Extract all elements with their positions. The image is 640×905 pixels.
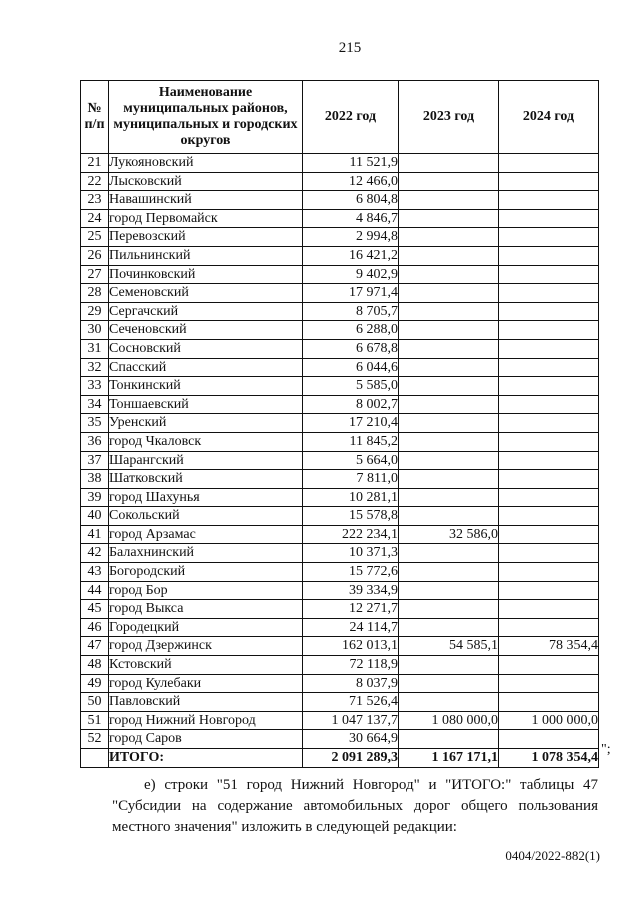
cell-y2023: [399, 191, 499, 210]
table-row: [81, 432, 599, 451]
header-num: № п/п: [81, 81, 109, 154]
cell-y2022: 6 288,0: [303, 321, 399, 340]
cell-y2023: [399, 693, 499, 712]
cell-y2022: 24 114,7: [303, 618, 399, 637]
table-row: [81, 191, 599, 210]
cell-y2024: 78 354,4: [499, 637, 599, 656]
cell-y2023: [399, 656, 499, 675]
cell-name: Балахнинский: [109, 544, 303, 563]
cell-y2023: [399, 581, 499, 600]
cell-y2023: [399, 321, 499, 340]
cell-y2022: 15 772,6: [303, 563, 399, 582]
cell-y2022: 11 521,9: [303, 154, 399, 173]
header-2023: 2023 год: [399, 81, 499, 154]
cell-num: 31: [81, 339, 109, 358]
cell-y2024: [499, 284, 599, 303]
cell-y2022: 6 044,6: [303, 358, 399, 377]
cell-num: 23: [81, 191, 109, 210]
cell-y2023: 1 080 000,0: [399, 711, 499, 730]
cell-num: 28: [81, 284, 109, 303]
cell-y2024: [499, 488, 599, 507]
page-number: 215: [338, 40, 362, 56]
total-row: [81, 749, 599, 768]
table-row: [81, 581, 599, 600]
cell-num: 50: [81, 693, 109, 712]
cell-y2022: 5 585,0: [303, 377, 399, 396]
table-row: [81, 711, 599, 730]
cell-y2024: [499, 581, 599, 600]
cell-name: Пильнинский: [109, 246, 303, 265]
cell-y2023: [399, 172, 499, 191]
table-row: [81, 284, 599, 303]
table-row: [81, 470, 599, 489]
table-row: [81, 377, 599, 396]
cell-y2022: 2 994,8: [303, 228, 399, 247]
cell-name: Уренский: [109, 414, 303, 433]
cell-num: 41: [81, 525, 109, 544]
cell-name: город Шахунья: [109, 488, 303, 507]
table-row: [81, 674, 599, 693]
table-row: [81, 228, 599, 247]
cell-name: Спасский: [109, 358, 303, 377]
cell-num: 51: [81, 711, 109, 730]
cell-y2022: 15 578,8: [303, 507, 399, 526]
cell-name: город Выкса: [109, 600, 303, 619]
cell-y2024: [499, 525, 599, 544]
cell-y2023: [399, 544, 499, 563]
cell-y2022: 9 402,9: [303, 265, 399, 284]
cell-y2024: [499, 228, 599, 247]
cell-y2023: [399, 674, 499, 693]
cell-num: 29: [81, 302, 109, 321]
cell-num: 27: [81, 265, 109, 284]
total-y2022: 2 091 289,3: [303, 749, 399, 768]
cell-y2024: [499, 563, 599, 582]
cell-y2022: 10 281,1: [303, 488, 399, 507]
cell-y2023: [399, 358, 499, 377]
cell-y2022: 6 678,8: [303, 339, 399, 358]
cell-y2024: [499, 358, 599, 377]
cell-num: 49: [81, 674, 109, 693]
cell-y2024: [499, 302, 599, 321]
cell-name: город Арзамас: [109, 525, 303, 544]
cell-y2023: [399, 600, 499, 619]
table-row: [81, 302, 599, 321]
cell-y2023: [399, 302, 499, 321]
cell-num: 40: [81, 507, 109, 526]
table-body: [81, 154, 599, 768]
cell-y2023: 54 585,1: [399, 637, 499, 656]
cell-y2023: [399, 470, 499, 489]
cell-y2023: [399, 284, 499, 303]
cell-num: 32: [81, 358, 109, 377]
table-row: [81, 209, 599, 228]
table-row: [81, 246, 599, 265]
cell-y2023: [399, 451, 499, 470]
cell-y2024: [499, 470, 599, 489]
cell-y2022: 30 664,9: [303, 730, 399, 749]
table-row: [81, 656, 599, 675]
cell-num: 47: [81, 637, 109, 656]
total-y2024: 1 078 354,4: [499, 749, 599, 768]
table-row: [81, 395, 599, 414]
cell-y2022: 4 846,7: [303, 209, 399, 228]
cell-num: 48: [81, 656, 109, 675]
cell-num: 39: [81, 488, 109, 507]
cell-y2024: [499, 395, 599, 414]
cell-y2023: [399, 395, 499, 414]
cell-y2022: 71 526,4: [303, 693, 399, 712]
cell-num: 45: [81, 600, 109, 619]
cell-name: Починковский: [109, 265, 303, 284]
cell-y2024: [499, 507, 599, 526]
table-row: [81, 339, 599, 358]
cell-name: Тоншаевский: [109, 395, 303, 414]
cell-num: 37: [81, 451, 109, 470]
table-row: [81, 265, 599, 284]
cell-y2023: [399, 563, 499, 582]
cell-y2023: [399, 507, 499, 526]
cell-y2022: 16 421,2: [303, 246, 399, 265]
cell-num: 26: [81, 246, 109, 265]
document-code: 0404/2022-882(1): [505, 848, 600, 863]
table-row: [81, 730, 599, 749]
cell-name: Сергачский: [109, 302, 303, 321]
cell-y2023: [399, 377, 499, 396]
cell-y2023: [399, 228, 499, 247]
cell-name: город Дзержинск: [109, 637, 303, 656]
cell-y2023: [399, 432, 499, 451]
cell-y2022: 12 271,7: [303, 600, 399, 619]
table-row: [81, 544, 599, 563]
cell-num: 36: [81, 432, 109, 451]
cell-name: Городецкий: [109, 618, 303, 637]
cell-name: Перевозский: [109, 228, 303, 247]
cell-name: город Нижний Новгород: [109, 711, 303, 730]
cell-y2022: 222 234,1: [303, 525, 399, 544]
cell-y2024: [499, 339, 599, 358]
cell-y2024: [499, 172, 599, 191]
cell-name: Тонкинский: [109, 377, 303, 396]
cell-y2023: [399, 730, 499, 749]
header-2024: 2024 год: [499, 81, 599, 154]
cell-y2022: 6 804,8: [303, 191, 399, 210]
cell-num: 52: [81, 730, 109, 749]
total-label: ИТОГО:: [109, 749, 303, 768]
cell-y2022: 1 047 137,7: [303, 711, 399, 730]
table-row: [81, 525, 599, 544]
cell-y2024: [499, 377, 599, 396]
cell-y2023: [399, 488, 499, 507]
cell-name: город Саров: [109, 730, 303, 749]
cell-y2022: 10 371,3: [303, 544, 399, 563]
cell-y2022: 5 664,0: [303, 451, 399, 470]
cell-name: Сосновский: [109, 339, 303, 358]
cell-num: 30: [81, 321, 109, 340]
table-row: [81, 507, 599, 526]
cell-name: Навашинский: [109, 191, 303, 210]
cell-y2022: 8 002,7: [303, 395, 399, 414]
table-row: [81, 154, 599, 173]
cell-y2023: [399, 618, 499, 637]
cell-y2023: 32 586,0: [399, 525, 499, 544]
cell-num: 34: [81, 395, 109, 414]
cell-y2024: [499, 674, 599, 693]
cell-y2024: [499, 209, 599, 228]
table-row: [81, 451, 599, 470]
table-row: [81, 414, 599, 433]
cell-y2022: 8 705,7: [303, 302, 399, 321]
cell-num: 24: [81, 209, 109, 228]
cell-y2024: [499, 265, 599, 284]
trailing-quote-mark: ";: [601, 742, 611, 757]
table-row: [81, 172, 599, 191]
cell-y2024: [499, 730, 599, 749]
cell-name: Павловский: [109, 693, 303, 712]
cell-num: 33: [81, 377, 109, 396]
cell-name: город Первомайск: [109, 209, 303, 228]
cell-y2024: [499, 246, 599, 265]
cell-num: 25: [81, 228, 109, 247]
cell-name: Богородский: [109, 563, 303, 582]
cell-y2024: [499, 618, 599, 637]
cell-y2024: [499, 544, 599, 563]
cell-y2024: [499, 191, 599, 210]
cell-name: Шарангский: [109, 451, 303, 470]
table-row: [81, 618, 599, 637]
cell-y2022: 7 811,0: [303, 470, 399, 489]
cell-num: 35: [81, 414, 109, 433]
table-row: [81, 358, 599, 377]
cell-y2022: 162 013,1: [303, 637, 399, 656]
cell-y2022: 72 118,9: [303, 656, 399, 675]
cell-name: город Чкаловск: [109, 432, 303, 451]
table-row: [81, 488, 599, 507]
cell-y2024: [499, 600, 599, 619]
cell-y2024: [499, 154, 599, 173]
cell-num: 22: [81, 172, 109, 191]
table-row: [81, 693, 599, 712]
cell-y2024: [499, 432, 599, 451]
cell-name: Шатковский: [109, 470, 303, 489]
table-row: [81, 600, 599, 619]
cell-y2024: [499, 656, 599, 675]
cell-num: 38: [81, 470, 109, 489]
cell-num: 46: [81, 618, 109, 637]
subsidy-table: [80, 80, 599, 768]
cell-name: Сеченовский: [109, 321, 303, 340]
cell-y2024: [499, 451, 599, 470]
cell-y2022: 11 845,2: [303, 432, 399, 451]
amendment-paragraph: [112, 775, 598, 838]
cell-y2023: [399, 154, 499, 173]
total-y2023: 1 167 171,1: [399, 749, 499, 768]
cell-name: город Кулебаки: [109, 674, 303, 693]
cell-name: Лукояновский: [109, 154, 303, 173]
cell-num: 21: [81, 154, 109, 173]
cell-num: 44: [81, 581, 109, 600]
cell-y2022: 8 037,9: [303, 674, 399, 693]
cell-name: Сокольский: [109, 507, 303, 526]
cell-y2023: [399, 209, 499, 228]
cell-num: 43: [81, 563, 109, 582]
cell-y2023: [399, 414, 499, 433]
cell-name: Лысковский: [109, 172, 303, 191]
cell-y2024: [499, 321, 599, 340]
cell-name: Кстовский: [109, 656, 303, 675]
header-2022: 2022 год: [303, 81, 399, 154]
cell-y2022: 12 466,0: [303, 172, 399, 191]
cell-y2022: 17 971,4: [303, 284, 399, 303]
cell-y2024: [499, 414, 599, 433]
cell-y2022: 17 210,4: [303, 414, 399, 433]
cell-name: город Бор: [109, 581, 303, 600]
table-row: [81, 321, 599, 340]
cell-y2024: 1 000 000,0: [499, 711, 599, 730]
cell-y2024: [499, 693, 599, 712]
table-row: [81, 637, 599, 656]
cell-num: 42: [81, 544, 109, 563]
cell-y2023: [399, 246, 499, 265]
cell-y2023: [399, 265, 499, 284]
table-header-row: [81, 81, 599, 154]
amendment-text: е) строки "51 город Нижний Новгород" и "ИТОГО:" таблицы 47 "Субсидии на содержание автомобильных дорог общего пользования местного значения" изложить в следующей редакции:: [112, 777, 598, 835]
cell-num: [81, 749, 109, 768]
cell-y2022: 39 334,9: [303, 581, 399, 600]
cell-name: Семеновский: [109, 284, 303, 303]
table-row: [81, 563, 599, 582]
header-name: Наименование муниципальных районов, муниципальных и городских округов: [109, 81, 303, 154]
cell-y2023: [399, 339, 499, 358]
